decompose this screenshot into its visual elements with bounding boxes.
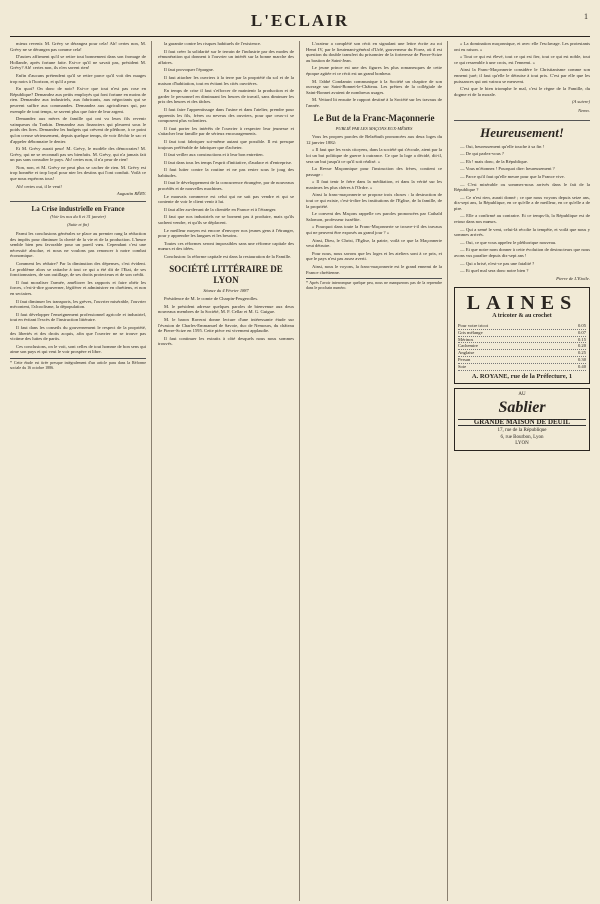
footnote: * Cette étude est tirée presque intégralement d'un article paru dans la Réforme sociale du 16 octobre 1886.	[10, 359, 146, 370]
paragraph: Toutes ces réformes seront impossibles sans une réforme capitale des mœurs et des idées.	[158, 240, 294, 252]
paragraph: Il faut le développement de la concurrence étrangère, par de nouveaux procédés et de nouvelles machines.	[158, 180, 294, 192]
paragraph: — Et que notre nom donner à cette évolution de destructeurs que nous avons vus paraître depuis dix-sept ans !	[454, 247, 590, 259]
paragraph: Et M. Grévy aurait peur! M. Grévy, le modèle des démocrates! M. Grévy, qui ne se reconnaît pas ses bienfaits. M. Grévy, qui n'a jamais fait un pas sans consulter le pays. Ah! certes non, il n'a peur de rien!	[10, 146, 146, 163]
paragraph: Le jeune prince est une des figures les plus romanesques de cette époque agitée et ce récit est un grand bonheur.	[306, 65, 442, 76]
paragraph: — De qui parlez-vous ?	[460, 151, 504, 157]
paragraph: Demandez aux mères de famille qui ont vu leurs fils revenir vainqueurs du Tonkin. Demandez aux financiers qui pleurent sous le poids des lires. Demandez les budgets qui crèvent de pléthore, à ce point qu'on creuse sérieusement, depuis quelque temps, de voir fléchir le sac et d'appeler débonnaire le denier.	[10, 116, 146, 144]
ad-price-label: Gris mélange	[458, 329, 483, 335]
paragraph: — Elle a confirmé au contraire. Et ce temps-là, la République est de retour dans nos mœurs.	[454, 213, 590, 225]
ad-price-label: Anglaise	[458, 350, 475, 356]
paragraph: Il faut moraliser l'armée, améliorer les rapports et faire obéir les forces, c'est-à-dire gouverner, légiférer et administrer en chrétiens, et non en sectaires.	[10, 279, 146, 296]
a-suivre: (A suivre)	[572, 99, 590, 105]
column-2-paras-2	[158, 296, 294, 347]
advertisement-sablier	[454, 388, 590, 451]
paragraph: Le mauvais commerce est celui qui ne sait pas vendre et qui se contente de voir le client venir à lui.	[158, 193, 294, 205]
paragraph: Le meilleur moyen est encore d'envoyer nos jeunes gens à l'étranger, pour y apprendre les langues et les besoins.	[158, 227, 294, 239]
article-heading-societe: SOCIÉTÉ LITTÉRAIRE DE LYON	[169, 263, 283, 285]
paragraph: Il faut dans les conseils du gouvernement le respect de la propriété, des libertés et des droits acquis, afin que l'ouvrier ne se trouve pas victime des luttes de partis.	[10, 324, 146, 342]
paragraph: La Revue Maçonnique pour l'instruction des frères, contient ce passage :	[306, 166, 442, 177]
paragraph: Il faut lutter contre la routine et ne pas rester sous le joug des habitudes.	[158, 167, 294, 178]
paragraph: Il faut faire l'apprentissage dans l'usine et dans l'atelier, prendre pour apprentis les fils, frères ou neveux des ouvriers, pour que ceux-ci se composent plus volontiers.	[158, 106, 294, 124]
ad-price-row	[458, 350, 586, 357]
advertisement-laines	[454, 287, 590, 384]
paragraph: Il faut que nos industriels ne se bornent pas à produire, mais qu'ils sachent vendre, et qu'ils se déplacent.	[158, 214, 294, 226]
ad-price-row	[458, 330, 586, 337]
paragraph: Il faut dans tous les temps l'esprit d'initiative, d'audace et d'entreprise.	[164, 159, 293, 165]
paragraph: — Ce n'est rien, aurait donné ; ce que nous voyons depuis seize ans, dix-sept ans, la République, en ce qu'elle a de meilleur, en ce qu'elle a de pire.	[454, 194, 590, 211]
column-4-paras-2	[454, 144, 590, 274]
ad-subtitle: A tricoter & au crochet	[492, 313, 552, 320]
paragraph: M. le président adresse quelques paroles de bienvenue aux deux nouveaux membres de la Société, M. F. Cellar et M. G. Guigue.	[158, 303, 294, 315]
paragraph: En temps de crise il faut s'efforcer de maintenir la production et de garder le personnel en diminuant les heures de travail, sans diminuer les prix des heures et des tâches.	[158, 88, 294, 105]
column-3-paras	[306, 41, 442, 109]
paragraph: M. l'abbé Condamin communique à la Société un chapitre de son ouvrage sur Saint-Bonnet-le-Château. Les prêtres de la collégiale de Saint-Bonnet avaient de nombreux usages.	[306, 78, 442, 95]
paragraph: Le convent des Maçons rappelle ces paroles prononcées par Cathald Salomon, professeur israélite.	[306, 211, 442, 222]
paragraph: — Qui a semé le vent, celui-là récolte la tempête, et voilà que nous y sommes arrivés.	[454, 226, 590, 238]
paragraph: Ainsi la Franc-Maçonnerie considère le Christianisme comme son ennemi juré; il faut qu'elle le détruise à tout prix. C'est par elle que les puissances qui ont vaincu se meuvent.	[454, 67, 590, 84]
paragraph: — Et quel mal sera donc notre bien ?	[460, 268, 529, 274]
paragraph: M. le baron Raverat donne lecture d'une intéressante étude sur l'évasion de Charles-Emmanuel de Savoie, duc de Nemours, du château de Pierre-Scize en 1595. Cette pièce est vivement applaudie.	[158, 316, 294, 334]
signature: Pierre de L'Etoile.	[556, 275, 590, 281]
paragraph: « Il faut que les vrais citoyens, dans la société qui s'écoule, aient par la loi un but politique de guerre à outrance. Ce que la loge a décidé, dit-il, sera un but jusqu'à ce qu'il soit réalisé. »	[306, 147, 442, 164]
paragraph: — Parce qu'il faut qu'elle meure pour que la France vive.	[460, 173, 565, 179]
article-heading-crise: La Crise industrielle en France	[10, 201, 146, 213]
paragraph: « Il faut tenir le frère dans la méditation, et dans la vérité sur les maximes les plus chères à l'Ordre. »	[306, 179, 442, 190]
column-1	[10, 41, 152, 901]
paragraph: Il faut attacher les ouvriers à la terre par la propriété du sol et de la maison d'habitation, tout en évitant les cités ouvrières.	[158, 74, 294, 86]
paragraph: — Eh ! mais donc, de la République.	[460, 158, 528, 164]
paragraph: Pour nous, nous savons que les loges et les ateliers sont à ce prix, et que le pays n'est pas assez averti.	[306, 250, 442, 262]
paragraph: — Vous m'étonnez ! Pourquoi dire: heureusement ?	[460, 166, 555, 172]
ad-price-label: Persan	[458, 356, 471, 362]
column-3-paras-2	[306, 134, 442, 275]
paragraph: Ainsi, nous le voyons, la franc-maçonnerie est le grand ennemi de la France chrétienne.	[306, 264, 442, 275]
paragraph: Il faut veiller aux constructions et à leur bon entretien.	[164, 152, 264, 158]
ad-price-row	[458, 337, 586, 344]
ad-price-value: 0.07	[577, 329, 586, 335]
paragraph: Il faut aller au-devant de la clientèle en France et à l'étranger.	[164, 206, 277, 212]
column-4	[454, 41, 590, 901]
signature: Nemo.	[578, 107, 590, 113]
column-1-paras-2	[10, 231, 146, 355]
column-4-paras	[454, 41, 590, 97]
ad-price-value: 0.05	[577, 323, 586, 328]
ad-price-value: 0.25	[577, 350, 586, 356]
ad-price-row	[458, 343, 586, 350]
paragraph: Ainsi la franc-maçonnerie se propose trois choses : la destruction de tout ce qui existe, c'est-à-dire les institutions de l'Eglise, de la famille, de la propriété.	[306, 192, 442, 209]
paragraph: — Oui, heureusement qu'elle touche à sa fin !	[460, 143, 545, 149]
paragraph: D'autres affirment qu'il se retire tout bonnement dans son fromage de Hollande, après fortune faite. Est-ce qu'il ne savait pas, président M. Grévy? Ah! certes non, ils n'en savent rien!	[10, 54, 146, 71]
paragraph: « La domination maçonnique, et avec elle l'esclavage. Les protestants ont eu raison. »	[454, 41, 590, 52]
ad2-subtitle: GRANDE MAISON DE DEUIL	[458, 419, 586, 427]
ad-price-value: 0.15	[577, 336, 586, 342]
ad-address: A. ROYANE, rue de la Préfecture, 1	[471, 372, 573, 380]
paragraph: Comment les réduire? Par la diminution des dépenses, c'est évident. Le problème alors se rattache à tout ce qui a été dit de l'Etat, de ses fonctionnaires, de son outillage, de ses droits protecteurs et de son crédit.	[10, 261, 146, 278]
article-subheading: (Voir les nos du 6 et 31 janvier)	[50, 213, 106, 219]
ad-price-label: Mérinos	[458, 336, 474, 342]
paragraph: Il faut créer la solidarité sur le terrain de l'industrie par des modes de rémunération qui donnent à l'ouvrier un intérêt sur la bonne marche des affaires.	[158, 48, 294, 65]
ad-price-value: 0.30	[577, 356, 586, 362]
ad2-title: Sablier	[498, 398, 546, 416]
paragraph: Il faut provoquer l'épargne.	[164, 67, 214, 73]
paragraph: Il faut tout fabriquer soi-même autant que possible. Il est presque toujours préférable de fabriquer que d'acheter.	[158, 138, 294, 150]
paragraph: — Qui a brisé, n'est-ce pas une fatalité ?	[460, 260, 535, 266]
column-2	[158, 41, 300, 901]
article-suite: (Suite et fin)	[67, 222, 89, 228]
paragraph: Il faut développer l'enseignement professionnel agricole et industriel, tout en évitant l'excès de l'instruction littéraire.	[10, 311, 146, 323]
ad2-line-2: 6, rue Bourbon, Lyon	[500, 434, 544, 440]
paragraph: Il faut continuer les extraits à côté desquels nous nous sommes trouvés.	[158, 335, 294, 347]
column-1-paras	[10, 41, 146, 189]
paragraph: Ainsi, Dieu, le Christ, l'Eglise, la patrie, voilà ce que la Maçonnerie veut détruire.	[306, 237, 442, 249]
ad-price-label: Soie	[458, 363, 467, 369]
signature: Augustin RÉRY.	[116, 191, 146, 197]
paragraph: — C'est misérable ou sommes-nous arrivés dans le fait de la République ?	[454, 181, 590, 193]
ad-title: LAINES	[466, 292, 578, 315]
ad-price-value: 0.20	[577, 343, 586, 349]
ad-price-list	[458, 323, 586, 371]
ad-price-label: Cachemire	[458, 343, 478, 349]
article-heading-heureusement: Heureusement!	[454, 120, 590, 140]
masthead	[10, 6, 590, 37]
paragraph: la garantie contre les risques habituels de l'existence.	[164, 41, 262, 46]
paragraph: « Pourquoi dans toute la Franc-Maçonnerie se trouve-t-il des travaux qui ne peuvent être exposés au grand jour ? »	[306, 224, 442, 236]
paragraph: M. Vettard lit ensuite le rapport destiné à la Société sur les travaux de l'année.	[306, 97, 442, 108]
paragraph: « Tout ce qui est élevé, tout ce qui est fier, tout ce qui est noble, tout ce qui ressemble à une croix, est l'ennemi. »	[454, 54, 590, 65]
ad2-line-1: 17, rue de la République	[497, 428, 547, 434]
paragraph: Enfin d'aucuns prétendent qu'il se retire parce qu'il voit des nuages trop noirs à l'horizon, et qu'il a peur.	[10, 72, 146, 84]
ad-price-label: Pour votre tricot	[458, 323, 489, 328]
ad2-line-3: LYON	[515, 440, 529, 446]
paragraph: Présidence de M. le comte de Charpin-Feugerolles.	[164, 296, 259, 302]
paragraph: Ah! certes oui, il le veut!	[16, 183, 62, 189]
newspaper-title: L'ECLAIR	[250, 11, 350, 30]
paragraph: Conclusion: la réforme capitale est dans la restauration de la Famille.	[164, 254, 292, 259]
paragraph: L'orateur a complété son récit en signalant une lettre écrite au roi Henri IV, par le lieutenant-général d'Urfé, gouverneur du Forez, où il est question du double transfert du prisonnier de la forteresse de Pierre-Scize au bastion de Saint-Jean.	[306, 41, 442, 63]
column-2-paras	[158, 41, 294, 260]
paragraph: Il faut porter les intérêts de l'ouvrier à respecter leur jeunesse et s'attacher leur famille par de sérieux encouragements.	[158, 125, 294, 137]
paragraph: mieux revenir. M. Grévy se dérangea pour cela! Ah! certes non, M. Grévy ne se dérangea pas comme cela!	[10, 41, 146, 52]
article-heading-franc-maconnerie: Le But de la Franc-Maçonnerie	[313, 112, 435, 123]
paragraph: Vous les propres paroles de Belzébuth prononcées aux deux loges du 12 janvier 1882:	[306, 134, 442, 145]
ad-price-row	[458, 364, 586, 371]
paragraph: Parmi les conclusions générales se place au premier rang la réduction des impôts pour diminuer la cherté de la vie et de la production. L'heure semble bien peu favorable pour un pareil vœu. Cependant c'est une nécessité absolue, et nous ne voulons pas renoncer à notre combat économique.	[10, 231, 146, 259]
paragraph: Ces conclusions, on le voit, sont celles de tout homme de bon sens qui aime son pays et qui veut le voir prospère et libre.	[10, 343, 146, 355]
paragraph: Il faut diminuer les transports, les grèves, l'ouvrier misérable, l'ouvrier mécontent, l'alcoolisme, la dépopulation.	[10, 298, 146, 310]
paragraph: — Oui, ce que vous appelez le pléthorique nouveau.	[460, 239, 557, 245]
paragraph: Non, non, et M. Grévy ne peut plus se cacher de rien. M. Grévy est trop honnête et trop loyal pour nier les destins qui l'ont conduit. Voilà ce que nous espérons tous!	[10, 164, 146, 182]
ad-price-value: 0.40	[577, 363, 586, 369]
paragraph: C'est que le bien triomphe le mal, c'est le règne de la Famille, du dogme et de la morale.	[454, 86, 590, 97]
ad-price-row	[458, 323, 586, 330]
ad2-top: AU	[518, 392, 526, 398]
article-subheading: PUBLIÉ PAR LES MAÇONS EUX-MÊMES	[335, 125, 413, 131]
columns	[10, 41, 590, 901]
ad-price-row	[458, 357, 586, 364]
paragraph: En quoi? On donc de noir? Est-ce que tout n'est pas rose en République? Demandez aux petits employés qui font fortune en moins de rien. Demandez aux industriels, aux fabricants, aux négociants qui se peuvent suffire aux commandes. Demandez aux agriculteurs qui, par exemple de tout temps, se savent plus que faire de leur argent.	[10, 86, 146, 114]
article-subheading: Séance du 4 Février 1887	[203, 287, 249, 293]
column-3	[306, 41, 448, 901]
page-number: 1	[584, 12, 588, 21]
footnote: * Après l'avoir interrompue quelque peu, nous ne manquerons pas de la reprendre dans le prochain numéro.	[306, 280, 442, 290]
